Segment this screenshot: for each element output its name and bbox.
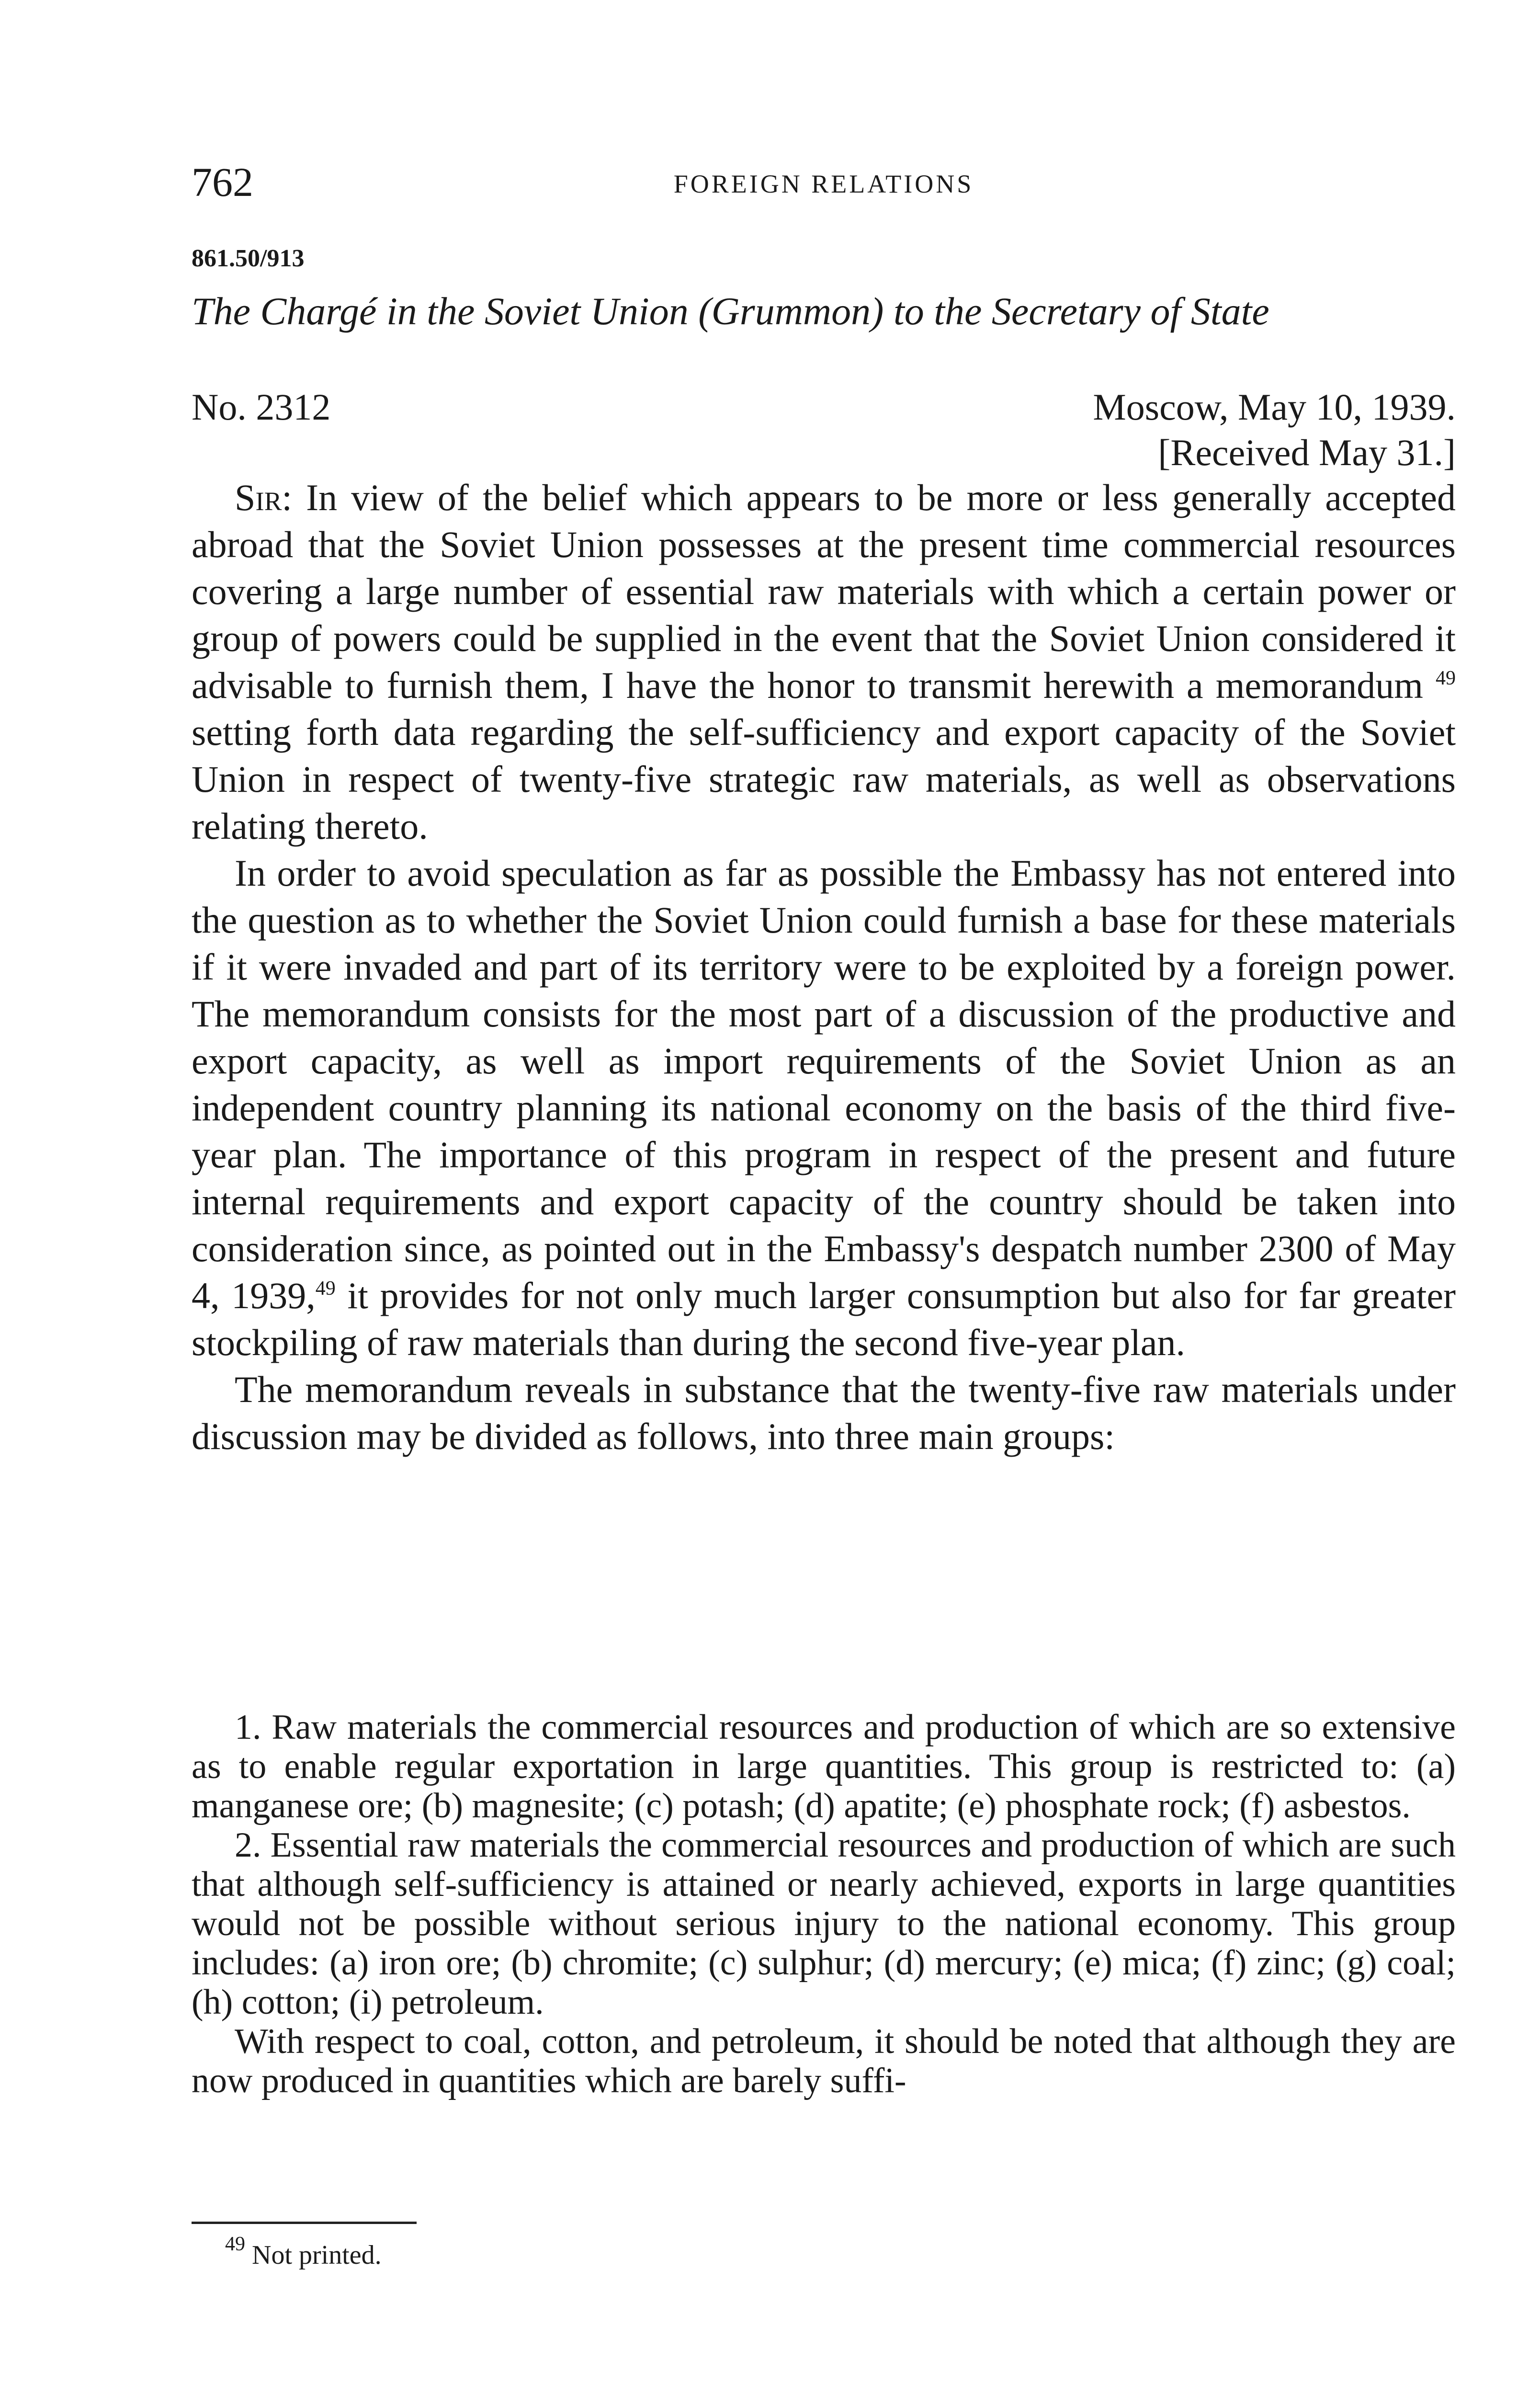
footnote	[192, 2233, 1489, 2274]
running-title: FOREIGN RELATIONS	[673, 170, 974, 198]
footnote-text: Not printed.	[252, 2240, 382, 2270]
place-date: Moscow, May 10, 1939.	[1093, 386, 1456, 428]
paragraph: With respect to coal, cotton, and petroleum, it should be noted that although they are now produced in quantities which are barely suffi-	[192, 2022, 1456, 2100]
salutation: Sir	[235, 477, 282, 518]
footnote-marker: 49	[225, 2233, 245, 2255]
received-date: [Received May 31.]	[1158, 432, 1456, 473]
footnote-reference: 49	[1436, 667, 1456, 689]
paragraph	[192, 474, 1456, 850]
file-number: 861.50/913	[192, 245, 305, 272]
material-groups	[192, 1708, 1456, 2100]
paragraph-text: setting forth data regarding the self-sufficiency and export capacity of the Soviet Union in respect of twenty-five strategic raw materials, as well as observations relating thereto.	[192, 711, 1456, 847]
list-item: 1. Raw materials the commercial resources and production of which are so extensive as to enable regular exportation in large quantities. This group is restricted to: (a) manganese ore; (b) magnesite; (c) potash; (d) apatite; (e) phosphate rock; (f) asbestos.	[192, 1708, 1456, 1825]
running-head	[192, 158, 1456, 211]
letter-body	[192, 474, 1456, 1460]
paragraph: The memorandum reveals in substance that the twenty-five raw materials under discussion may be divided as follows, into three main groups:	[192, 1369, 1456, 1457]
footnote-reference: 49	[315, 1277, 336, 1300]
paragraph-text: In order to avoid speculation as far as possible the Embassy has not entered into the question as to whether the Soviet Union could furnish a base for these materials if it were invaded and part of its territory were to be exploited by a foreign power. The memorandum consists for the most part of a discussion of the productive and export capacity, as well as import requirements of the Soviet Union as an independent country planning its national economy on the basis of the third five-year plan. The importance of this program in respect of the present and future internal requirements and export capacity of the country should be taken into consideration since, as pointed out in the Embassy's despatch number 2300 of May 4, 1939,	[192, 852, 1456, 1316]
footnote-divider	[192, 2222, 417, 2224]
paragraph-text: : In view of the belief which appears to be more or less generally accepted abroad that the Soviet Union possesses at the present time commercial resources covering a large number of essential raw materials with which a certain power or group of powers could be supplied in the event that the Soviet Union considered it advisable to furnish them, I have the honor to transmit herewith a memorandum	[192, 477, 1456, 706]
list-item: 2. Essential raw materials the commercial resources and production of which are such that although self-sufficiency is attained or nearly achieved, exports in large quantities would not be possible without serious injury to the national economy. This group includes: (a) iron ore; (b) chromite; (c) sulphur; (d) mercury; (e) mica; (f) zinc; (g) coal; (h) cotton; (i) petroleum.	[192, 1825, 1456, 2022]
paragraph-text: it provides for not only much larger consumption but also for far greater stockpiling of raw materials than during the second five-year plan.	[192, 1275, 1456, 1363]
document-title: The Chargé in the Soviet Union (Grummon) to the Secretary of State	[192, 289, 1269, 333]
page-number: 762	[192, 159, 253, 205]
paragraph	[192, 850, 1456, 1366]
despatch-number: No. 2312	[192, 386, 331, 428]
